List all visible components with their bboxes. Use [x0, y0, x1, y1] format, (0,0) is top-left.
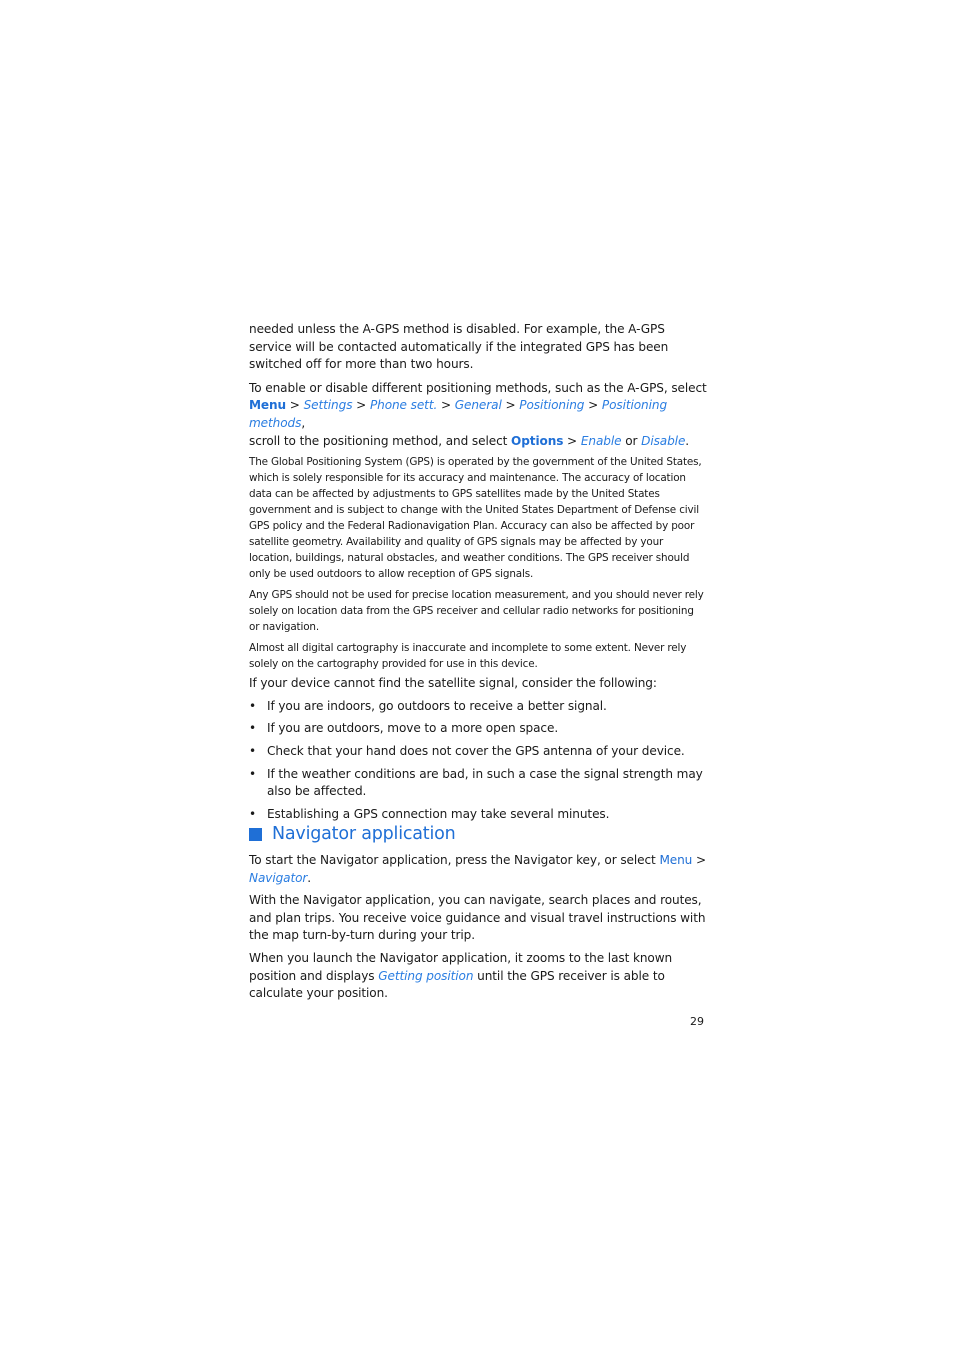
disable-link[interactable]: Disable: [641, 433, 686, 448]
page-number: 29: [690, 1015, 704, 1028]
list-item: • If the weather conditions are bad, in such a case the signal strength may also be affected.: [249, 766, 707, 801]
list-item: • Establishing a GPS connection may take several minutes.: [249, 806, 707, 824]
text-intro: To enable or disable different positioning methods, such as the A-GPS, select: [249, 380, 707, 395]
note-gps-government: The Global Positioning System (GPS) is operated by the government of the United States, which is solely responsible for its accuracy and maintenance. The accuracy of location data can be affected by adjustments to GPS satellites made by the United States government and is subject to change with the United States Department of Defense civil GPS policy and the Federal Radionavigation Plan. Accuracy can also be affected by poor satellite geometry. Availability and quality of GPS signals may be affected by your location, buildings, natural obstacles, and weather conditions. The GPS receiver should only be used outdoors to allow reception of GPS signals.: [249, 456, 702, 581]
menu-link[interactable]: Menu: [249, 398, 287, 413]
heading-square-icon: [249, 828, 262, 841]
navigator-link[interactable]: Navigator: [249, 870, 308, 885]
paragraph-navigator-features: With the Navigator application, you can navigate, search places and routes, and plan trips. You receive voice guidance and visual travel instructions with the map turn-by-turn during your trip.: [249, 893, 706, 943]
paragraph-start-navigator: To start the Navigator application, press the Navigator key, or select Menu > Navigator.: [249, 853, 707, 885]
positioning-methods-link[interactable]: Positioning methods: [249, 398, 668, 430]
menu-link[interactable]: Menu: [659, 853, 693, 867]
enable-link[interactable]: Enable: [580, 433, 622, 448]
list-item: • Check that your hand does not cover the GPS antenna of your device.: [249, 743, 707, 761]
options-link[interactable]: Options: [511, 433, 564, 448]
general-link[interactable]: General: [454, 398, 502, 413]
paragraph-launch-navigator: When you launch the Navigator application, it zooms to the last known position and displays Getting position until the GPS receiver is able to calculate your position.: [249, 950, 673, 1001]
note-cartography: Almost all digital cartography is inaccurate and incomplete to some extent. Never rely solely on the cartography provided for use in this device.: [249, 642, 687, 671]
list-item: • If you are outdoors, move to a more open space.: [249, 720, 707, 738]
positioning-link[interactable]: Positioning: [519, 398, 585, 413]
paragraph-satellite-signal: If your device cannot find the satellite signal, consider the following:: [249, 676, 657, 691]
bullet-list: [249, 698, 707, 824]
section-heading: [249, 824, 456, 844]
note-gps-precise: Any GPS should not be used for precise location measurement, and you should never rely solely on location data from the GPS receiver and cellular radio networks for positioning or navigation.: [249, 589, 704, 634]
paragraph-agps: needed unless the A-GPS method is disabled. For example, the A-GPS service will be contacted automatically if the integrated GPS has been switched off for more than two hours.: [249, 322, 669, 372]
list-item: • If you are indoors, go outdoors to receive a better signal.: [249, 698, 707, 716]
phone-sett-link[interactable]: Phone sett.: [369, 398, 438, 413]
heading-title: Navigator application: [272, 824, 456, 844]
text-scroll: scroll to the positioning method, and select: [249, 433, 508, 448]
main-column: [249, 321, 707, 823]
getting-position-text: Getting position: [378, 968, 474, 983]
navigator-section: [249, 852, 707, 1003]
settings-link[interactable]: Settings: [303, 398, 353, 413]
paragraph-positioning-methods: To enable or disable different positioning methods, such as the A-GPS, select Menu > Settings > Phone sett. > General > Positioning > Positioning methods, scroll to the positioning method, and select Options > Enable or Disable.: [249, 380, 707, 448]
